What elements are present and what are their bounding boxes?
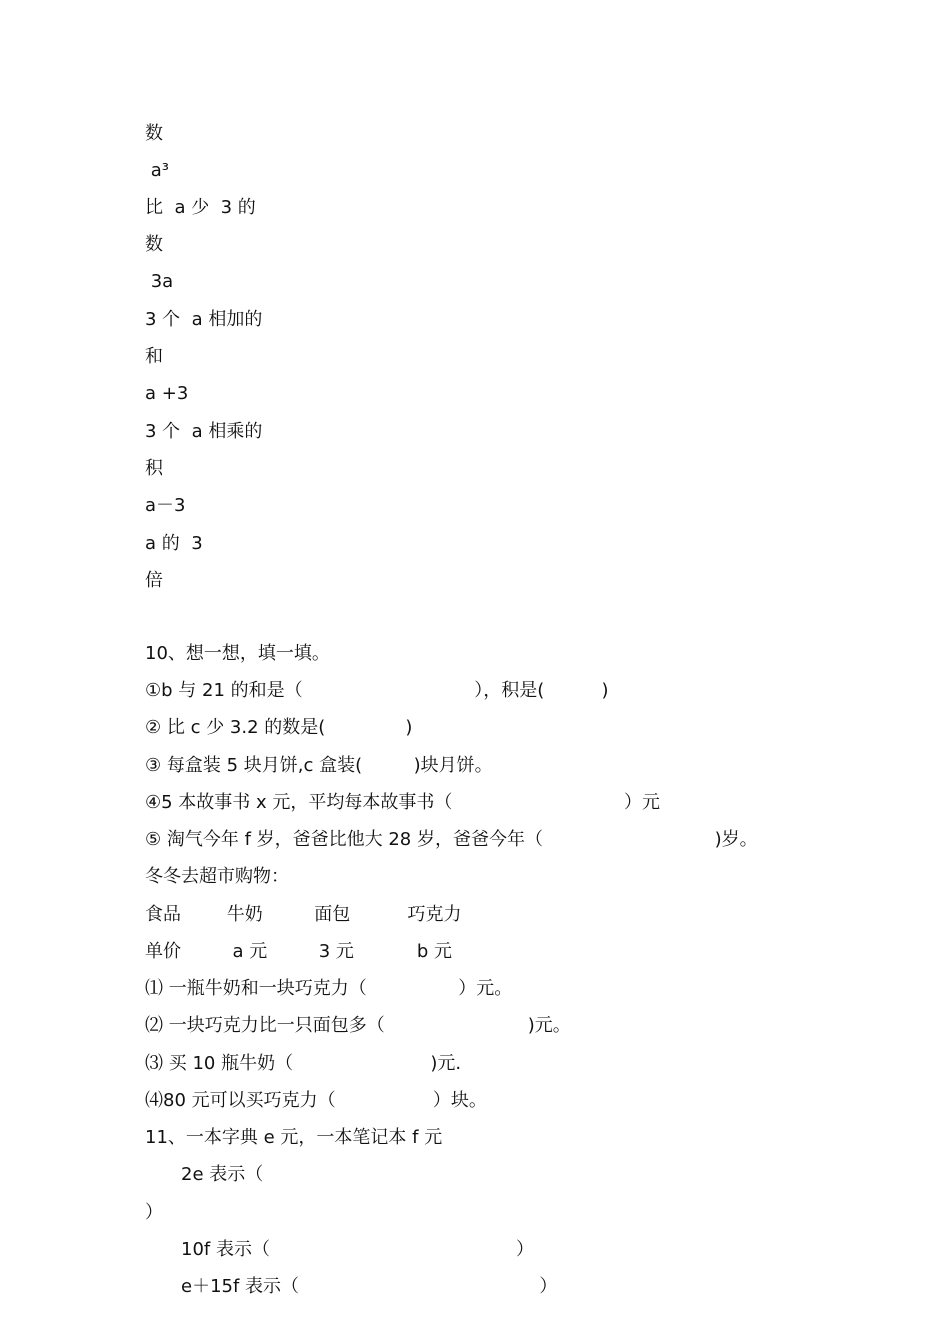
matching-line: a－3	[145, 495, 186, 516]
q10-item-2: ② 比 c 少 3.2 的数是( )	[145, 717, 413, 738]
shopping-sub-item-1: ⑴ 一瓶牛奶和一块巧克力（ ）元。	[145, 978, 513, 999]
matching-line: 比 a 少 3 的	[145, 197, 256, 218]
q11-line-1: 2e 表示（	[181, 1164, 264, 1185]
q11-title: 11、一本字典 e 元，一本笔记本 f 元	[145, 1127, 443, 1148]
matching-line: 3 个 a 相乘的	[145, 421, 263, 442]
shopping-sub-item-2: ⑵ 一块巧克力比一只面包多（ )元。	[145, 1015, 571, 1036]
q11-line-1-close: ）	[145, 1202, 163, 1223]
matching-line: 积	[145, 458, 163, 479]
q10-item-4: ④5 本故事书 x 元，平均每本故事书（ ）元	[145, 792, 661, 813]
price-table-header: 食品 牛奶 面包 巧克力	[145, 904, 462, 925]
q10-title: 10、想一想，填一填。	[145, 643, 330, 664]
matching-line: a +3	[145, 383, 189, 404]
q10-item-5: ⑤ 淘气今年 f 岁，爸爸比他大 28 岁，爸爸今年（ )岁。	[145, 829, 758, 850]
q10-item-1: ①b 与 21 的和是（ ），积是( )	[145, 680, 609, 701]
matching-line: 和	[145, 346, 163, 367]
matching-line: 数	[145, 123, 163, 144]
matching-line: a³	[145, 160, 169, 181]
q11-line-2: 10f 表示（ ）	[181, 1239, 534, 1260]
q11-line-3: e＋15f 表示（ ）	[181, 1276, 558, 1297]
shopping-sub-item-4: ⑷80 元可以买巧克力（ ）块。	[145, 1090, 487, 1111]
matching-line: 3a	[145, 271, 174, 292]
matching-line: a 的 3	[145, 533, 203, 554]
price-table-row: 单价 a 元 3 元 b 元	[145, 941, 453, 962]
shopping-intro: 冬冬去超市购物：	[145, 866, 289, 887]
matching-line: 数	[145, 234, 163, 255]
q10-item-3: ③ 每盒装 5 块月饼,c 盒装( )块月饼。	[145, 755, 493, 776]
matching-line: 3 个 a 相加的	[145, 309, 263, 330]
shopping-sub-item-3: ⑶ 买 10 瓶牛奶（ )元.	[145, 1053, 462, 1074]
matching-line: 倍	[145, 570, 163, 591]
